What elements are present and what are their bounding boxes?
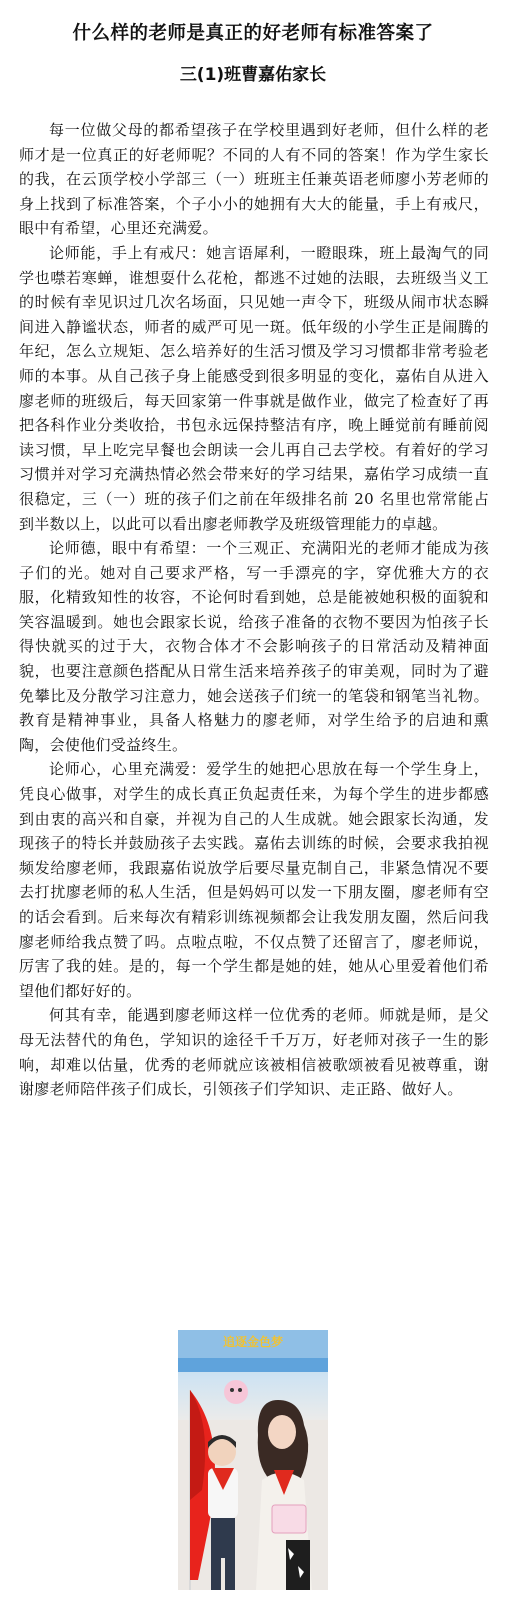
paragraph-ability: 论师能，手上有戒尺：她言语犀利，一瞪眼珠，班上最淘气的同学也噤若寒蝉，谁想耍什么花枪，都逃不过她的法眼，去班级当义工的时候有幸见识过几次名场面，只见她一声令下，班级从闹市状态瞬间进入静谧状态，师者的威严可见一斑。低年级的小学生正是闹腾的年纪，怎么立规矩、怎么培养好的生活习惯及学习习惯都非常考验老师的本事。从自己孩子身上能感受到很多明显的变化，嘉佑自从进入廖老师的班级后，每天回家第一件事就是做作业，做完了检查好了再把各科作业分类收拾，书包永远保持整洁有序，晚上睡觉前有睡前阅读习惯，早上吃完早餐也会朗读一会儿再自己去学校。有着好的学习习惯并对学习充满热情必然会带来好的学习结果，嘉佑学习成绩一直很稳定，三（一）班的孩子们之前在年级排名前 20 名里也常常能占到半数以上，以此可以看出廖老师教学及班级管理能力的卓越。 <box>19 243 489 533</box>
paragraph-conclusion: 何其有幸，能遇到廖老师这样一位优秀的老师。师就是师，是父母无法替代的角色，学知识的途径千千万万，好老师对孩子一生的影响，却难以估量，优秀的老师就应该被相信被歌颂被看见被尊重，谢谢廖老师陪伴孩子们成长，引领孩子们学知识、走正路、做好人。 <box>19 1006 489 1099</box>
paragraph-intro: 每一位做父母的都希望孩子在学校里遇到好老师，但什么样的老师才是一位真正的好老师呢？不同的人有不同的答案！作为学生家长的我，在云顶学校小学部三（一）班班主任兼英语老师廖小芳老师的身上找到了标准答案，个子小小的她拥有大大的能量，手上有戒尺，眼中有希望，心里还充满爱。 <box>19 121 489 238</box>
paragraph-ethics: 论师德，眼中有希望：一个三观正、充满阳光的老师才能成为孩子们的光。她对自己要求严格，写一手漂亮的字，穿优雅大方的衣服，化精致知性的妆容，不论何时看到她，总是能被她积极的面貌和笑容温暖到。她也会跟家长说，给孩子准备的衣物不要因为怕孩子长得快就买的过于大，衣物合体才不会影响孩子的日常活动及精神面貌，也要注意颜色搭配从日常生活来培养孩子的审美观，同时为了避免攀比及分散学习注意力，她会送孩子们统一的笔袋和钢笔当礼物。教育是精神事业，具备人格魅力的廖老师，对学生给予的启迪和熏陶，会使他们受益终生。 <box>19 539 489 754</box>
article-title: 什么样的老师是真正的好老师有标准答案了 <box>72 23 434 44</box>
teacher-student-photo <box>178 1330 328 1590</box>
article-body <box>19 118 489 1102</box>
paragraph-heart: 论师心，心里充满爱：爱学生的她把心思放在每一个学生身上，凭良心做事，对学生的成长真正负起责任来，为每个学生的进步都感到由衷的高兴和自豪，并视为自己的人生成就。她会跟家长沟通，发现孩子的特长并鼓励孩子去实践。嘉佑去训练的时候，会要求我拍视频发给廖老师，我跟嘉佑说放学后要尽量克制自己，非紧急情况不要去打扰廖老师的私人生活，但是妈妈可以发一下朋友圈，廖老师有空的话会看到。后来每次有精彩训练视频都会让我发朋友圈，然后问我廖老师给我点赞了吗。点啦点啦，不仅点赞了还留言了，廖老师说，厉害了我的娃。是的，每一个学生都是她的娃，她从心里爱着他们希望他们都好好的。 <box>19 760 489 1000</box>
article-subtitle: 三(1)班曹嘉佑家长 <box>179 65 327 85</box>
banner-text: 追逐金色梦 <box>222 1335 284 1349</box>
